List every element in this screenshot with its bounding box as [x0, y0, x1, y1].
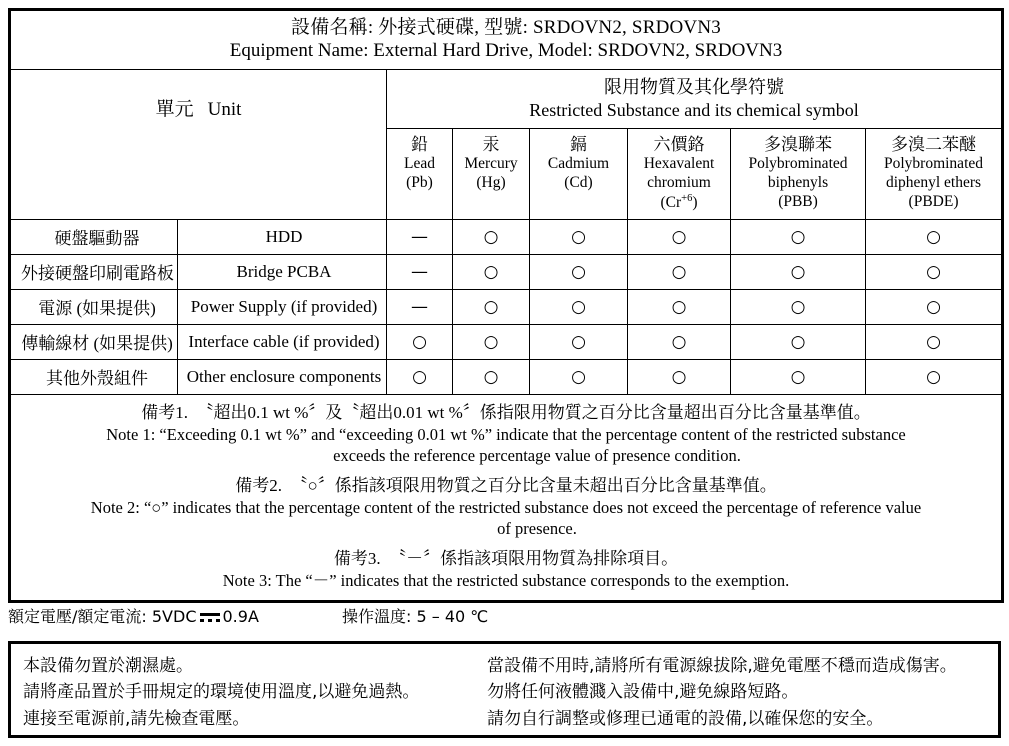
cell-mark: ○ — [628, 220, 731, 255]
unit-header-en: Unit — [207, 99, 242, 121]
note-2-zh: 備考2. 〝○〞係指該項限用物質之百分比含量未超出百分比含量基準值。 — [235, 476, 777, 496]
dc-power-icon — [200, 612, 220, 623]
row-label-en: HDD — [178, 220, 387, 255]
safety-warning-column-right — [477, 644, 998, 735]
cell-mark: ○ — [866, 220, 1003, 255]
warning-left-line-2: 請將產品置於手冊規定的環境使用溫度,以避免過熱。 — [23, 682, 420, 703]
cell-mark: ○ — [628, 325, 731, 360]
cell-mark: ○ — [453, 220, 530, 255]
row-label-zh: 硬盤驅動器 — [10, 220, 178, 255]
substance-symbol-end: ) — [692, 193, 698, 211]
substance-symbol: (Hg) — [476, 173, 506, 191]
row-label-zh: 傳輸線材 (如果提供) — [10, 325, 178, 360]
cell-mark: ○ — [628, 360, 731, 395]
substance-header-lead — [387, 128, 453, 219]
cell-mark: ○ — [530, 290, 628, 325]
cell-mark: ○ — [731, 325, 866, 360]
note-1-en-line2: exceeds the reference percentage value of presence condition. — [333, 446, 741, 466]
substance-zh: 多溴聯苯 — [764, 134, 832, 154]
substance-header-pbde — [866, 128, 1003, 219]
cell-mark: ○ — [731, 290, 866, 325]
row-label-en: Interface cable (if provided) — [178, 325, 387, 360]
warning-right-line-2: 勿將任何液體濺入設備中,避免線路短路。 — [487, 682, 799, 703]
unit-header-cell — [10, 70, 387, 220]
warning-left-line-1: 本設備勿置於潮濕處。 — [23, 656, 193, 676]
equipment-title-zh: 設備名稱: 外接式硬碟, 型號: SRDOVN2, SRDOVN3 — [291, 17, 721, 38]
table-row — [10, 360, 1003, 395]
row-label-zh: 其他外殼組件 — [10, 360, 178, 395]
cell-mark: ○ — [866, 255, 1003, 290]
warning-left-line-3: 連接至電源前,請先檢查電壓。 — [23, 708, 250, 729]
safety-warning-column-left — [11, 644, 477, 735]
note-1-zh: 備考1. 〝超出0.1 wt %〞及〝超出0.01 wt %〞係指限用物質之百分比含量超出百分比含量基準值。 — [141, 403, 871, 423]
cell-mark: ○ — [530, 360, 628, 395]
substance-symbol: (PBB) — [778, 192, 818, 210]
substance-en: Mercury — [464, 155, 518, 173]
cell-mark: ○ — [530, 255, 628, 290]
current-rating-value: 0.9A — [222, 607, 259, 626]
substance-header-cadmium — [530, 128, 628, 219]
voltage-rating — [8, 604, 259, 627]
substance-symbol-sup: +6 — [681, 192, 693, 204]
substance-zh: 鉛 — [411, 134, 428, 154]
substance-zh: 多溴二苯醚 — [891, 134, 976, 154]
note-2 — [21, 475, 991, 539]
note-3-en — [21, 570, 991, 591]
substance-header-mercury — [453, 128, 530, 219]
temperature-rating: 操作溫度: 5 – 40 ℃ — [341, 607, 489, 626]
cell-mark: ○ — [731, 220, 866, 255]
substance-en2: chromium — [647, 173, 711, 191]
note-2-en-line2: of presence. — [497, 519, 577, 539]
table-row — [10, 325, 1003, 360]
substance-en: Hexavalent — [643, 155, 715, 173]
cell-mark: ○ — [866, 290, 1003, 325]
substance-symbol: (PBDE) — [908, 192, 959, 210]
substance-symbol: (Pb) — [406, 173, 433, 191]
cell-mark: ○ — [731, 360, 866, 395]
group-header-zh: 限用物質及其化學符號 — [604, 77, 784, 98]
substance-en2: diphenyl ethers — [885, 173, 982, 191]
unit-header-zh: 單元 — [155, 99, 194, 121]
table-row — [10, 255, 1003, 290]
cell-mark: ○ — [731, 255, 866, 290]
substance-symbol: (Cd) — [564, 173, 593, 191]
row-label-zh: 電源 (如果提供) — [10, 290, 178, 325]
cell-mark: ○ — [453, 325, 530, 360]
substance-header-hexavalent-chromium — [628, 128, 731, 219]
cell-mark: ○ — [387, 360, 453, 395]
cell-mark: ○ — [628, 255, 731, 290]
row-label-en: Power Supply (if provided) — [178, 290, 387, 325]
substance-symbol-base: (Cr — [660, 193, 682, 211]
substance-en: Lead — [404, 155, 435, 173]
table-row — [10, 220, 1003, 255]
notes-cell — [10, 395, 1003, 602]
cell-mark: ○ — [530, 220, 628, 255]
substance-header-pbb — [731, 128, 866, 219]
substance-symbol — [630, 193, 728, 213]
cell-mark: — — [387, 255, 453, 290]
table-row — [10, 290, 1003, 325]
equipment-title-cell — [10, 10, 1003, 70]
substance-zh: 鎘 — [570, 134, 587, 154]
cell-mark: ○ — [453, 290, 530, 325]
note-3-zh: 備考3. 〝－〞係指該項限用物質為排除項目。 — [333, 549, 679, 569]
cell-mark: ○ — [628, 290, 731, 325]
note-2-en — [21, 497, 991, 539]
safety-warning-box — [8, 641, 1001, 738]
note-3-en-line1: Note 3: The “－” indicates that the restricted substance corresponds to the exemption. — [222, 570, 790, 590]
cell-mark: — — [387, 220, 453, 255]
row-label-en: Bridge PCBA — [178, 255, 387, 290]
substance-en2: biphenyls — [767, 173, 829, 191]
cell-mark: ○ — [453, 255, 530, 290]
rohs-table — [8, 8, 1004, 603]
warning-right-line-1: 當設備不用時,請將所有電源線拔除,避免電壓不穩而造成傷害。 — [487, 656, 957, 676]
note-1-en — [21, 424, 991, 466]
row-label-en: Other enclosure components — [178, 360, 387, 395]
cell-mark: ○ — [866, 360, 1003, 395]
table-title-row — [10, 10, 1003, 70]
voltage-rating-label: 額定電壓/額定電流: 5VDC — [8, 607, 197, 626]
ratings-line — [8, 604, 1001, 627]
rohs-table-container — [8, 8, 1001, 603]
cell-mark: ○ — [453, 360, 530, 395]
substance-zh: 汞 — [482, 134, 500, 154]
note-2-en-line1: Note 2: “○” indicates that the percentage content of the restricted substance does not exceed the percentage of reference value — [90, 498, 922, 518]
cell-mark: ○ — [387, 325, 453, 360]
substance-en: Polybrominated — [883, 155, 984, 173]
warning-right-line-3: 請勿自行調整或修理已通電的設備,以確保您的安全。 — [487, 708, 884, 729]
cell-mark: ○ — [530, 325, 628, 360]
substance-en: Cadmium — [547, 155, 610, 173]
equipment-title-en: Equipment Name: External Hard Drive, Model: SRDOVN2, SRDOVN3 — [229, 40, 783, 62]
substance-zh: 六價鉻 — [653, 134, 705, 154]
note-1-en-line1: Note 1: “Exceeding 0.1 wt %” and “exceeding 0.01 wt %” indicate that the percentage content of the restricted substance — [106, 425, 906, 445]
group-header-row — [10, 70, 1003, 129]
restricted-substance-header-cell — [387, 70, 1003, 129]
substance-en: Polybrominated — [748, 155, 848, 173]
cell-mark: ○ — [866, 325, 1003, 360]
note-1 — [21, 402, 991, 466]
note-3 — [21, 548, 991, 591]
group-header-en: Restricted Substance and its chemical symbol — [529, 99, 859, 120]
notes-row — [10, 395, 1003, 602]
row-label-zh: 外接硬盤印刷電路板 — [10, 255, 178, 290]
cell-mark: — — [387, 290, 453, 325]
